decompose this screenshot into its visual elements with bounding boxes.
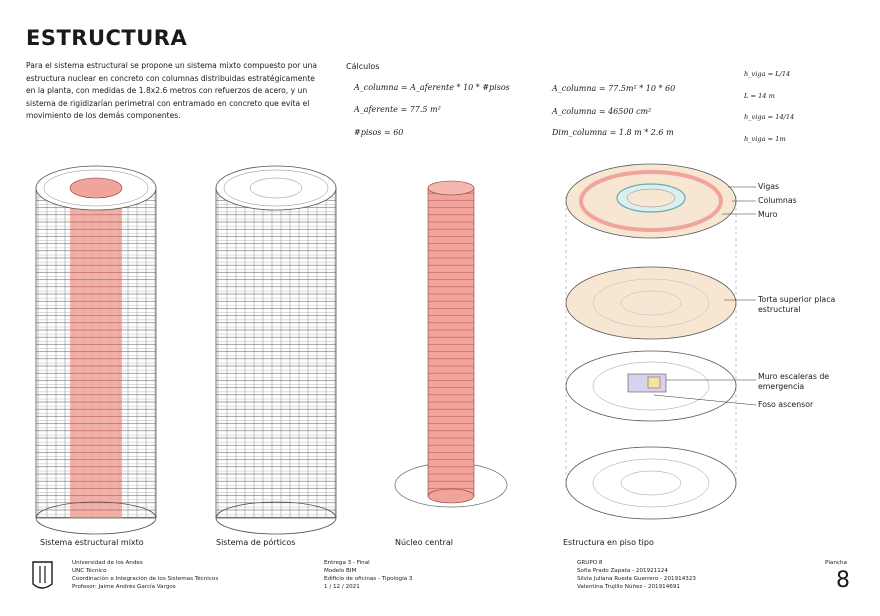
core-drawing [395, 181, 507, 507]
calculations-heading: Cálculos [346, 62, 380, 71]
footer-university-line: Profesor: Jaime Andrés García Vargos [72, 584, 176, 590]
footer-university-line: Coordinación e Integración de los Sistemas Técnicos [72, 576, 219, 582]
footer-delivery-line: Edificio de oficinas - Tipología 3 [324, 576, 413, 582]
label-escaleras: Muro escaleras de emergencia [758, 372, 830, 391]
footer-delivery-line: Entrega 3 - Final [324, 560, 370, 566]
tower-mixed-drawing [36, 166, 156, 534]
label-muro: Muro [758, 210, 778, 219]
label-foso: Foso ascensor [758, 400, 814, 409]
footer-university [72, 559, 218, 591]
footer-delivery-line: 1 / 12 / 2021 [324, 584, 360, 590]
calc-col3-line4: h_viga = 1m [744, 135, 786, 143]
plancha-number: 8 [836, 568, 850, 593]
footer-delivery [324, 559, 412, 591]
caption-piso: Estructura en piso tipo [563, 538, 654, 547]
footer-group-line: Sofía Prado Zapata - 201921124 [577, 568, 668, 574]
label-vigas: Vigas [758, 182, 780, 191]
page-title: ESTRUCTURA [26, 26, 188, 50]
footer-group-line: GRUPO 8 [577, 560, 603, 566]
calc-col2-line1: A_columna = 77.5m² * 10 * 60 [552, 84, 676, 93]
caption-mixto: Sistema estructural mixto [40, 538, 144, 547]
plancha-label: Plancha [825, 560, 847, 566]
label-torta: Torta superior placa estructural [758, 295, 836, 314]
calc-col1-line2: A_aferente = 77.5 m² [354, 105, 441, 114]
calc-col1-line3: #pisos = 60 [354, 128, 404, 137]
label-columnas: Columnas [758, 196, 797, 205]
tower-porticos-drawing [216, 166, 336, 534]
exploded-floor-drawing [566, 164, 756, 519]
calc-col3-line2: L = 14 m [744, 92, 775, 100]
intro-paragraph: Para el sistema estructural se propone un sistema mixto compuesto por una estructura nuclear en concreto con columnas distribuidas estratégicamente en la planta, con medidas de 1.8x2.6 metros con refuerzos de acero, y un sistema de rigidizarían perimetral con entramado en concreto que evita el movimiento de los demás componentes. [26, 61, 318, 121]
calc-col1-line1: A_columna = A_aferente * 10 * #pisos [354, 83, 510, 92]
footer-group [577, 559, 696, 591]
footer-group-line: Silvia Juliana Rueda Guerrero - 201914323 [577, 576, 696, 582]
footer-university-line: Universidad de los Andes [72, 560, 143, 566]
calc-col2-line3: Dim_columna = 1.8 m * 2.6 m [552, 128, 674, 137]
calc-col3-line3: h_viga = 14/14 [744, 113, 795, 121]
caption-nucleo: Núcleo central [395, 538, 453, 547]
caption-porticos: Sistema de pórticos [216, 538, 296, 547]
footer-group-line: Valentina Trujillo Núñez - 201914691 [577, 584, 680, 590]
footer-university-line: UNC Técnico [72, 568, 107, 574]
footer-delivery-line: Modelo BIM [324, 568, 357, 574]
calc-col2-line2: A_columna = 46500 cm² [552, 107, 652, 116]
calc-col3-line1: h_viga = L/14 [744, 70, 791, 78]
